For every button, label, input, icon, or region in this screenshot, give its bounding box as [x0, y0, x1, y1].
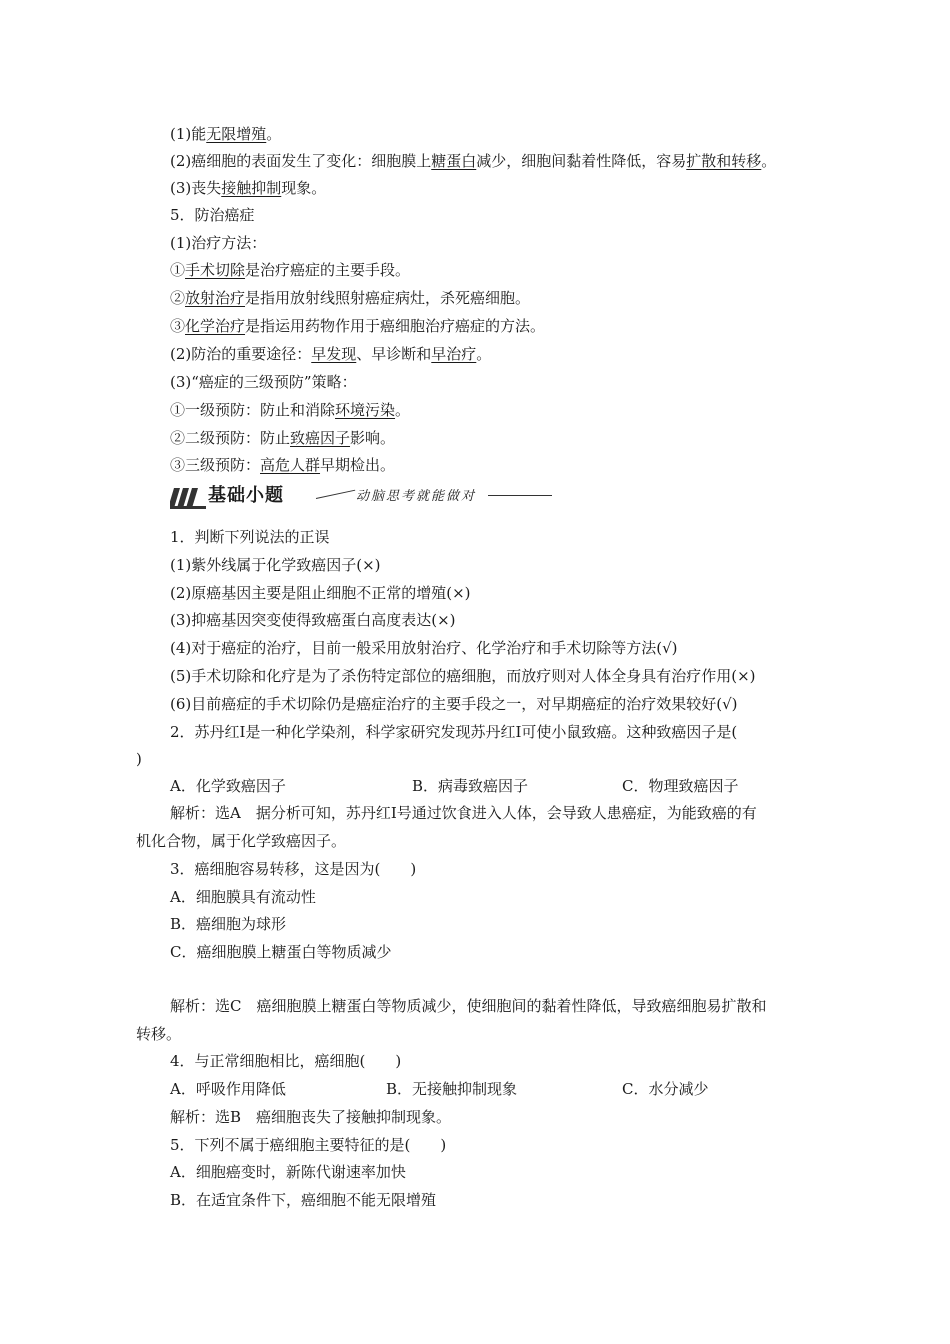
- key-term: 早发现: [311, 345, 357, 363]
- q5-stem: 5．下列不属于癌细胞主要特征的是( ): [170, 1136, 447, 1154]
- level-2: [170, 428, 395, 448]
- key-term: 高危人群: [260, 456, 321, 474]
- text: 、早诊断和: [356, 345, 432, 363]
- method-1: [170, 260, 410, 280]
- method-3: [170, 316, 545, 336]
- q1-stem: 1．判断下列说法的正误: [170, 528, 330, 546]
- text: (2)防治的重要途径：: [170, 345, 312, 363]
- text: (3)丧失: [170, 179, 222, 197]
- text: ③: [170, 317, 186, 335]
- text: 。: [476, 345, 492, 363]
- q2-stem: 2．苏丹红Ⅰ是一种化学染剂，科学家研究发现苏丹红Ⅰ可使小鼠致癌。这种致癌因子是(: [170, 723, 738, 741]
- key-term: 糖蛋白: [431, 152, 477, 170]
- text: 。: [266, 125, 282, 143]
- banner-title: 基础小题: [208, 485, 284, 506]
- feature-3: [170, 178, 326, 198]
- q4-option-c: C．水分减少: [622, 1080, 709, 1098]
- key-term: 环境污染: [335, 401, 396, 419]
- text: 现象。: [281, 179, 327, 197]
- q2-stem-continued: ): [136, 750, 142, 768]
- q3-analysis-continued: 转移。: [136, 1025, 182, 1043]
- q2-analysis-continued: 机化合物，属于化学致癌因子。: [136, 832, 347, 850]
- level-3: [170, 455, 395, 475]
- q5-option-a: A．细胞癌变时，新陈代谢速率加快: [170, 1163, 406, 1181]
- q2-analysis: 解析：选A 据分析可知，苏丹红Ⅰ号通过饮食进入人体，会导致人患癌症，为能致癌的有: [170, 804, 757, 822]
- q3-stem: 3．癌细胞容易转移，这是因为( ): [170, 860, 417, 878]
- methods-heading: (1)治疗方法：: [170, 234, 267, 252]
- text: 是指用放射线照射癌症病灶，杀死癌细胞。: [245, 289, 531, 307]
- text: 是指运用药物作用于癌细胞治疗癌症的方法。: [245, 317, 546, 335]
- key-term: 放射治疗: [185, 289, 246, 307]
- feature-1: [170, 124, 281, 144]
- text: ②: [170, 289, 186, 307]
- text: 。: [761, 152, 777, 170]
- text: (2)癌细胞的表面发生了变化：细胞膜上: [170, 152, 432, 170]
- q5-option-b: B．在适宜条件下，癌细胞不能无限增殖: [170, 1191, 437, 1209]
- q3-option-c: C．癌细胞膜上糖蛋白等物质减少: [170, 943, 392, 961]
- banner-divider: [488, 495, 552, 496]
- q4-option-a: A．呼吸作用降低: [170, 1080, 286, 1098]
- q3-option-b: B．癌细胞为球形: [170, 915, 287, 933]
- q1-item: (4)对于癌症的治疗，目前一般采用放射治疗、化学治疗和手术切除等方法(√): [170, 639, 678, 657]
- feature-2: [170, 151, 776, 171]
- text: 早期检出。: [320, 456, 396, 474]
- prevention-route: [170, 344, 491, 364]
- key-term: 扩散和转移: [686, 152, 762, 170]
- q4-option-b: B．无接触抑制现象: [386, 1080, 518, 1098]
- q3-analysis: 解析：选C 癌细胞膜上糖蛋白等物质减少，使细胞间的黏着性降低，导致癌细胞易扩散和: [170, 997, 767, 1015]
- key-term: 早治疗: [431, 345, 477, 363]
- key-term: 接触抑制: [221, 179, 282, 197]
- text: 。: [395, 401, 411, 419]
- q1-item: (6)目前癌症的手术切除仍是癌症治疗的主要手段之一，对早期癌症的治疗效果较好(√): [170, 695, 738, 713]
- banner-subtitle: 动脑思考就能做对: [356, 489, 477, 504]
- level-1: [170, 400, 410, 420]
- text: ③三级预防：: [170, 456, 261, 474]
- section-heading: 5．防治癌症: [170, 206, 255, 224]
- method-2: [170, 288, 530, 308]
- section-banner: [170, 482, 550, 512]
- text: 影响。: [350, 429, 396, 447]
- q4-stem: 4．与正常细胞相比，癌细胞( ): [170, 1052, 402, 1070]
- q2-option-c: C．物理致癌因子: [622, 777, 739, 795]
- banner-divider: [316, 490, 355, 499]
- q1-item: (1)紫外线属于化学致癌因子(×): [170, 556, 381, 574]
- q3-option-a: A．细胞膜具有流动性: [170, 888, 316, 906]
- key-term: 无限增殖: [206, 125, 267, 143]
- text: 减少，细胞间黏着性降低，容易: [476, 152, 687, 170]
- key-term: 化学治疗: [185, 317, 246, 335]
- q1-item: (5)手术切除和化疗是为了杀伤特定部位的癌细胞，而放疗则对人体全身具有治疗作用(×): [170, 667, 756, 685]
- text: (1)能: [170, 125, 207, 143]
- q2-option-a: A．化学致癌因子: [170, 777, 286, 795]
- q1-item: (3)抑癌基因突变使得致癌蛋白高度表达(×): [170, 611, 456, 629]
- levels-heading: (3)“癌症的三级预防”策略：: [170, 373, 357, 391]
- key-term: 手术切除: [185, 261, 246, 279]
- q4-analysis: 解析：选B 癌细胞丧失了接触抑制现象。: [170, 1108, 452, 1126]
- text: ①: [170, 261, 186, 279]
- q2-option-b: B．病毒致癌因子: [412, 777, 529, 795]
- key-term: 致癌因子: [290, 429, 351, 447]
- text: 是治疗癌症的主要手段。: [245, 261, 411, 279]
- q1-item: (2)原癌基因主要是阻止细胞不正常的增殖(×): [170, 584, 471, 602]
- text: ②二级预防：防止: [170, 429, 291, 447]
- stripes-icon: [170, 486, 206, 510]
- text: ①一级预防：防止和消除: [170, 401, 336, 419]
